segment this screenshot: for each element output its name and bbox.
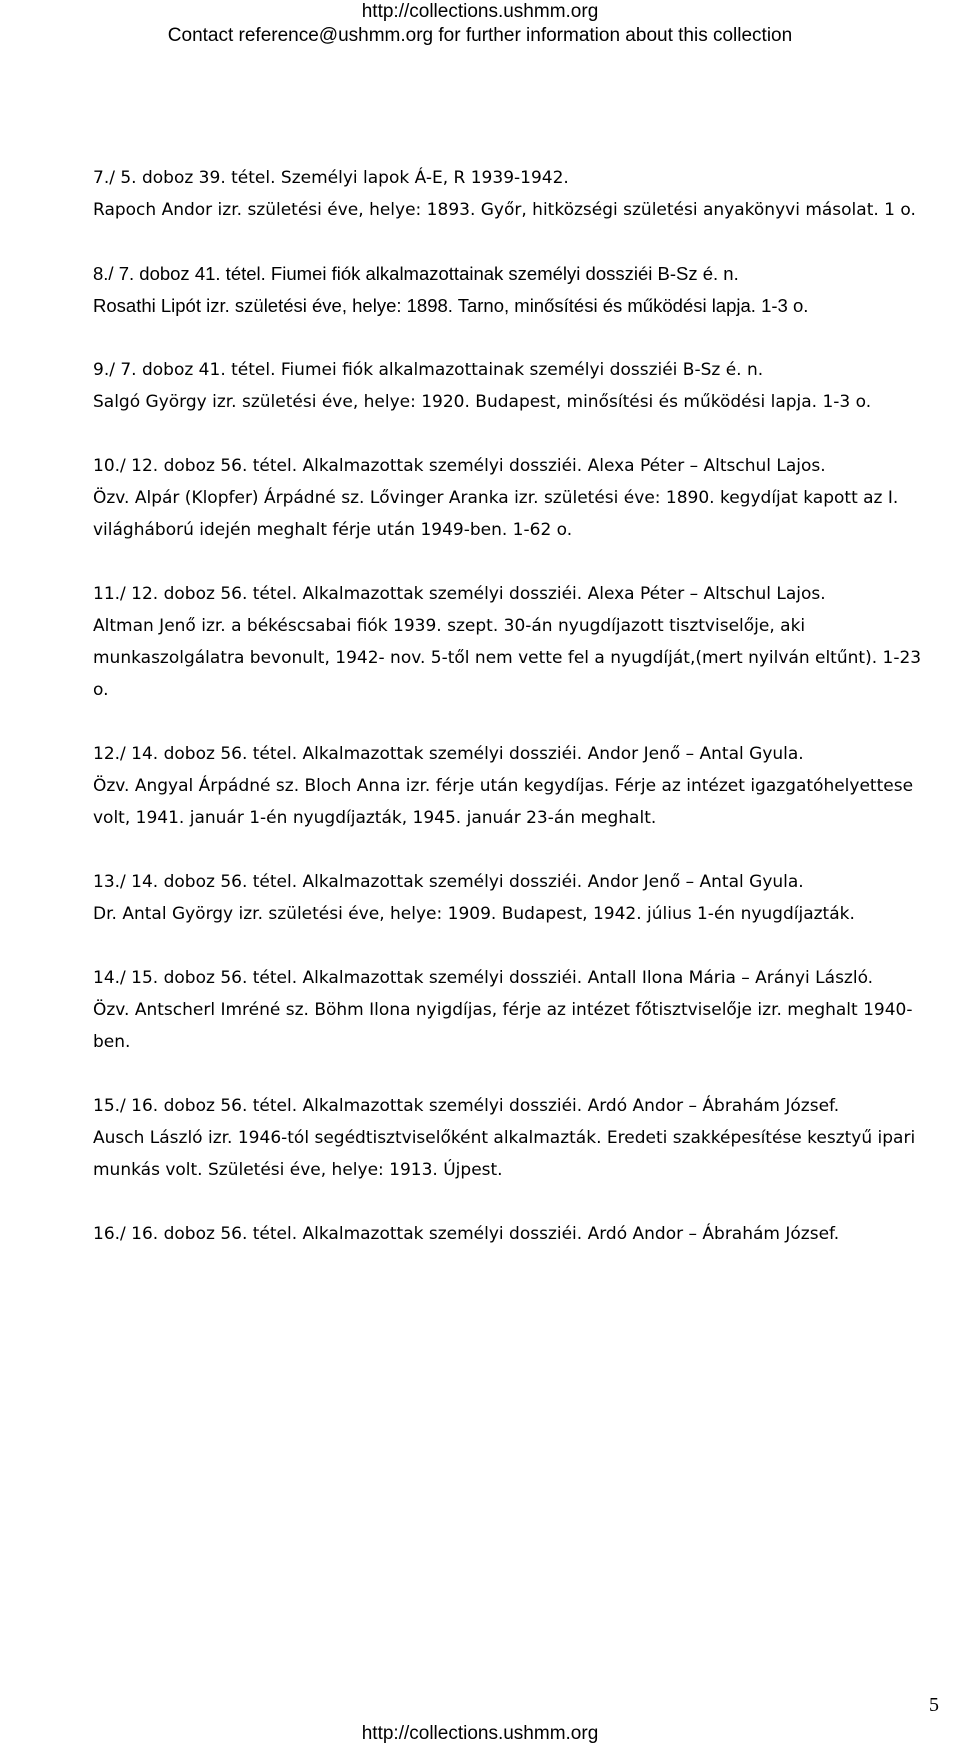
- entry-description: Ausch László izr. 1946-tól segédtisztviselőként alkalmazták. Eredeti szakképesítése kesztyű ipari munkás volt. Születési éve, helye: 1913. Újpest.: [93, 1128, 916, 1180]
- footer-url: http://collections.ushmm.org: [361, 1723, 599, 1744]
- document-body: [93, 162, 933, 1282]
- entry-heading: 12./ 14. doboz 56. tétel. Alkalmazottak személyi dossziéi. Andor Jenő – Antal Gyula.: [93, 744, 804, 764]
- entry-description: Dr. Antal György izr. születési éve, helye: 1909. Budapest, 1942. július 1-én nyugdíjazták.: [93, 904, 855, 924]
- entry-heading: 7./ 5. doboz 39. tétel. Személyi lapok Á-E, R 1939-1942.: [93, 168, 569, 188]
- entry-description: Altman Jenő izr. a békéscsabai fiók 1939. szept. 30-án nyugdíjazott tisztviselője, aki munkaszolgálatra bevonult, 1942- nov. 5-től nem vette fel a nyugdíját,(mert nyilván eltűnt). 1-23 o.: [93, 616, 922, 700]
- entry-description: Özv. Angyal Árpádné sz. Bloch Anna izr. férje után kegydíjas. Férje az intézet igazgatóhelyettese volt, 1941. január 1-én nyugdíjazták, 1945. január 23-án meghalt.: [93, 776, 914, 828]
- entry-description: Rosathi Lipót izr. születési éve, helye: 1898. Tarno, minősítési és működési lapja. 1-3 o.: [93, 295, 809, 316]
- entry-11: [93, 578, 933, 706]
- entry-description: Özv. Antscherl Imréné sz. Böhm Ilona nyigdíjas, férje az intézet főtisztviselője izr. meghalt 1940-ben.: [93, 1000, 913, 1052]
- entry-description: Salgó György izr. születési éve, helye: 1920. Budapest, minősítési és működési lapja. 1-3 o.: [93, 392, 872, 412]
- entry-7: [93, 162, 933, 226]
- entry-8: [93, 258, 933, 322]
- header-url: http://collections.ushmm.org: [361, 1, 599, 22]
- entry-heading: 16./ 16. doboz 56. tétel. Alkalmazottak személyi dossziéi. Ardó Andor – Ábrahám József.: [93, 1224, 840, 1244]
- entry-description: Rapoch Andor izr. születési éve, helye: 1893. Győr, hitközségi születési anyakönyvi másolat. 1 o.: [93, 200, 916, 220]
- entry-14: [93, 962, 933, 1058]
- entry-15: [93, 1090, 933, 1186]
- entry-heading: 14./ 15. doboz 56. tétel. Alkalmazottak személyi dossziéi. Antall Ilona Mária – Arányi László.: [93, 968, 874, 988]
- entry-description: Özv. Alpár (Klopfer) Árpádné sz. Lővinger Aranka izr. születési éve: 1890. kegydíjat kapott az I. világháború idején meghalt férje után 1949-ben. 1-62 o.: [93, 488, 899, 540]
- entry-heading: 10./ 12. doboz 56. tétel. Alkalmazottak személyi dossziéi. Alexa Péter – Altschul Lajos.: [93, 456, 826, 476]
- entry-heading: 13./ 14. doboz 56. tétel. Alkalmazottak személyi dossziéi. Andor Jenő – Antal Gyula.: [93, 872, 804, 892]
- page-number: 5: [929, 1694, 939, 1716]
- entry-16: [93, 1218, 933, 1250]
- entry-heading: 9./ 7. doboz 41. tétel. Fiumei fiók alkalmazottainak személyi dossziéi B-Sz é. n.: [93, 360, 764, 380]
- entry-9: [93, 354, 933, 418]
- entry-13: [93, 866, 933, 930]
- entry-heading: 11./ 12. doboz 56. tétel. Alkalmazottak személyi dossziéi. Alexa Péter – Altschul Lajos.: [93, 584, 826, 604]
- entry-12: [93, 738, 933, 834]
- entry-heading: 8./ 7. doboz 41. tétel. Fiumei fiók alkalmazottainak személyi dossziéi B-Sz é. n.: [93, 263, 739, 284]
- entry-10: [93, 450, 933, 546]
- entry-heading: 15./ 16. doboz 56. tétel. Alkalmazottak személyi dossziéi. Ardó Andor – Ábrahám József.: [93, 1096, 840, 1116]
- header-contact-notice: Contact reference@ushmm.org for further information about this collection: [167, 25, 793, 46]
